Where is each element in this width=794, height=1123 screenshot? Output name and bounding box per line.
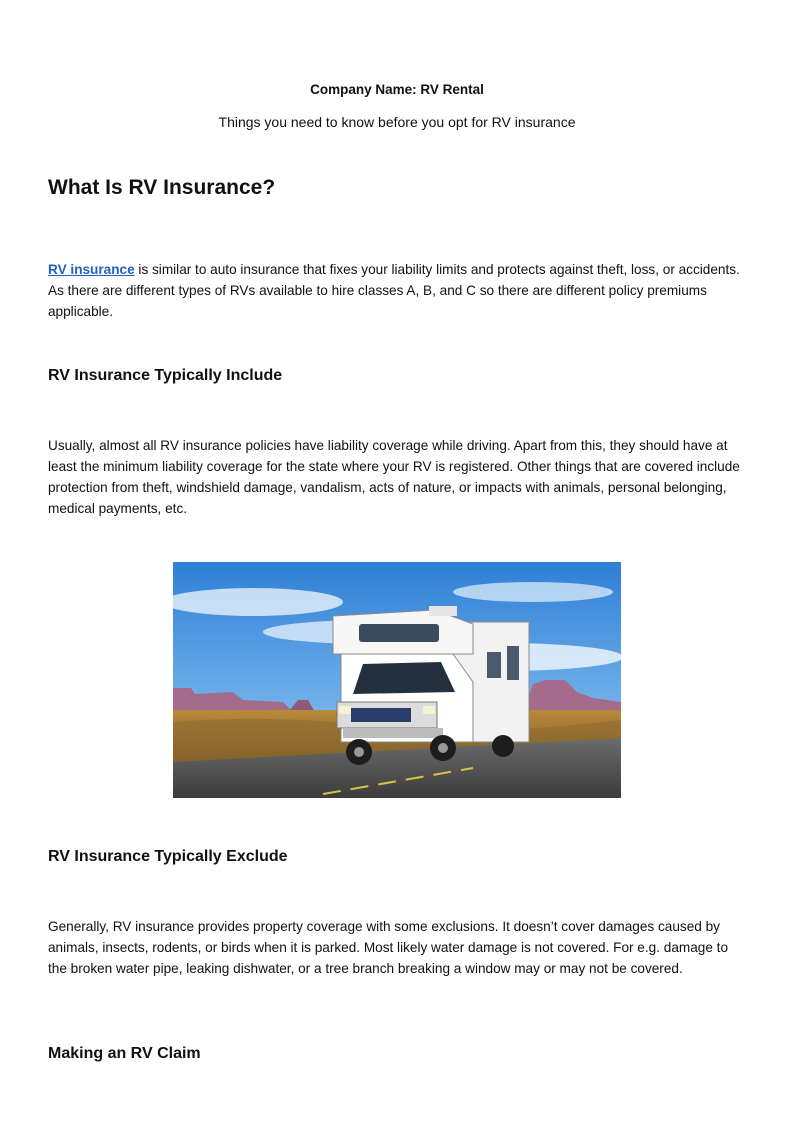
- paragraph-text: is similar to auto insurance that fixes your liability limits and protects against theft, loss, or accidents. As there are different types of RVs available to hire classes A, B, and C so there are different policy premiums applicable.: [48, 262, 740, 319]
- rv-insurance-link[interactable]: RV insurance: [48, 262, 135, 277]
- document-subtitle: Things you need to know before you opt for RV insurance: [218, 114, 576, 130]
- section-title-typically-exclude: RV Insurance Typically Exclude: [48, 848, 288, 865]
- section-title-making-a-claim: Making an RV Claim: [48, 1045, 201, 1062]
- rv-photo: [173, 562, 621, 798]
- section-paragraph-exclude: Generally, RV insurance provides property coverage with some exclusions. It doesn’t cover damages caused by animals, insects, rodents, or birds when it is parked. Most likely water damage is not covered. For e.g. damage to the broken water pipe, leaking dishwater, or a tree branch breaking a window may or may not be covered.: [48, 919, 728, 976]
- company-name: Company Name: RV Rental: [310, 82, 484, 97]
- section-paragraph-include: Usually, almost all RV insurance policies have liability coverage while driving. Apart from this, they should have at least the minimum liability coverage for the state where your RV is registered. Other things that are covered include protection from theft, windshield damage, vandalism, acts of nature, or impacts with animals, personal belonging, medical payments, etc.: [48, 438, 740, 516]
- section-paragraph-what-is: [48, 259, 748, 322]
- section-title-what-is-rv-insurance: What Is RV Insurance?: [48, 176, 276, 199]
- section-title-typically-include: RV Insurance Typically Include: [48, 367, 283, 384]
